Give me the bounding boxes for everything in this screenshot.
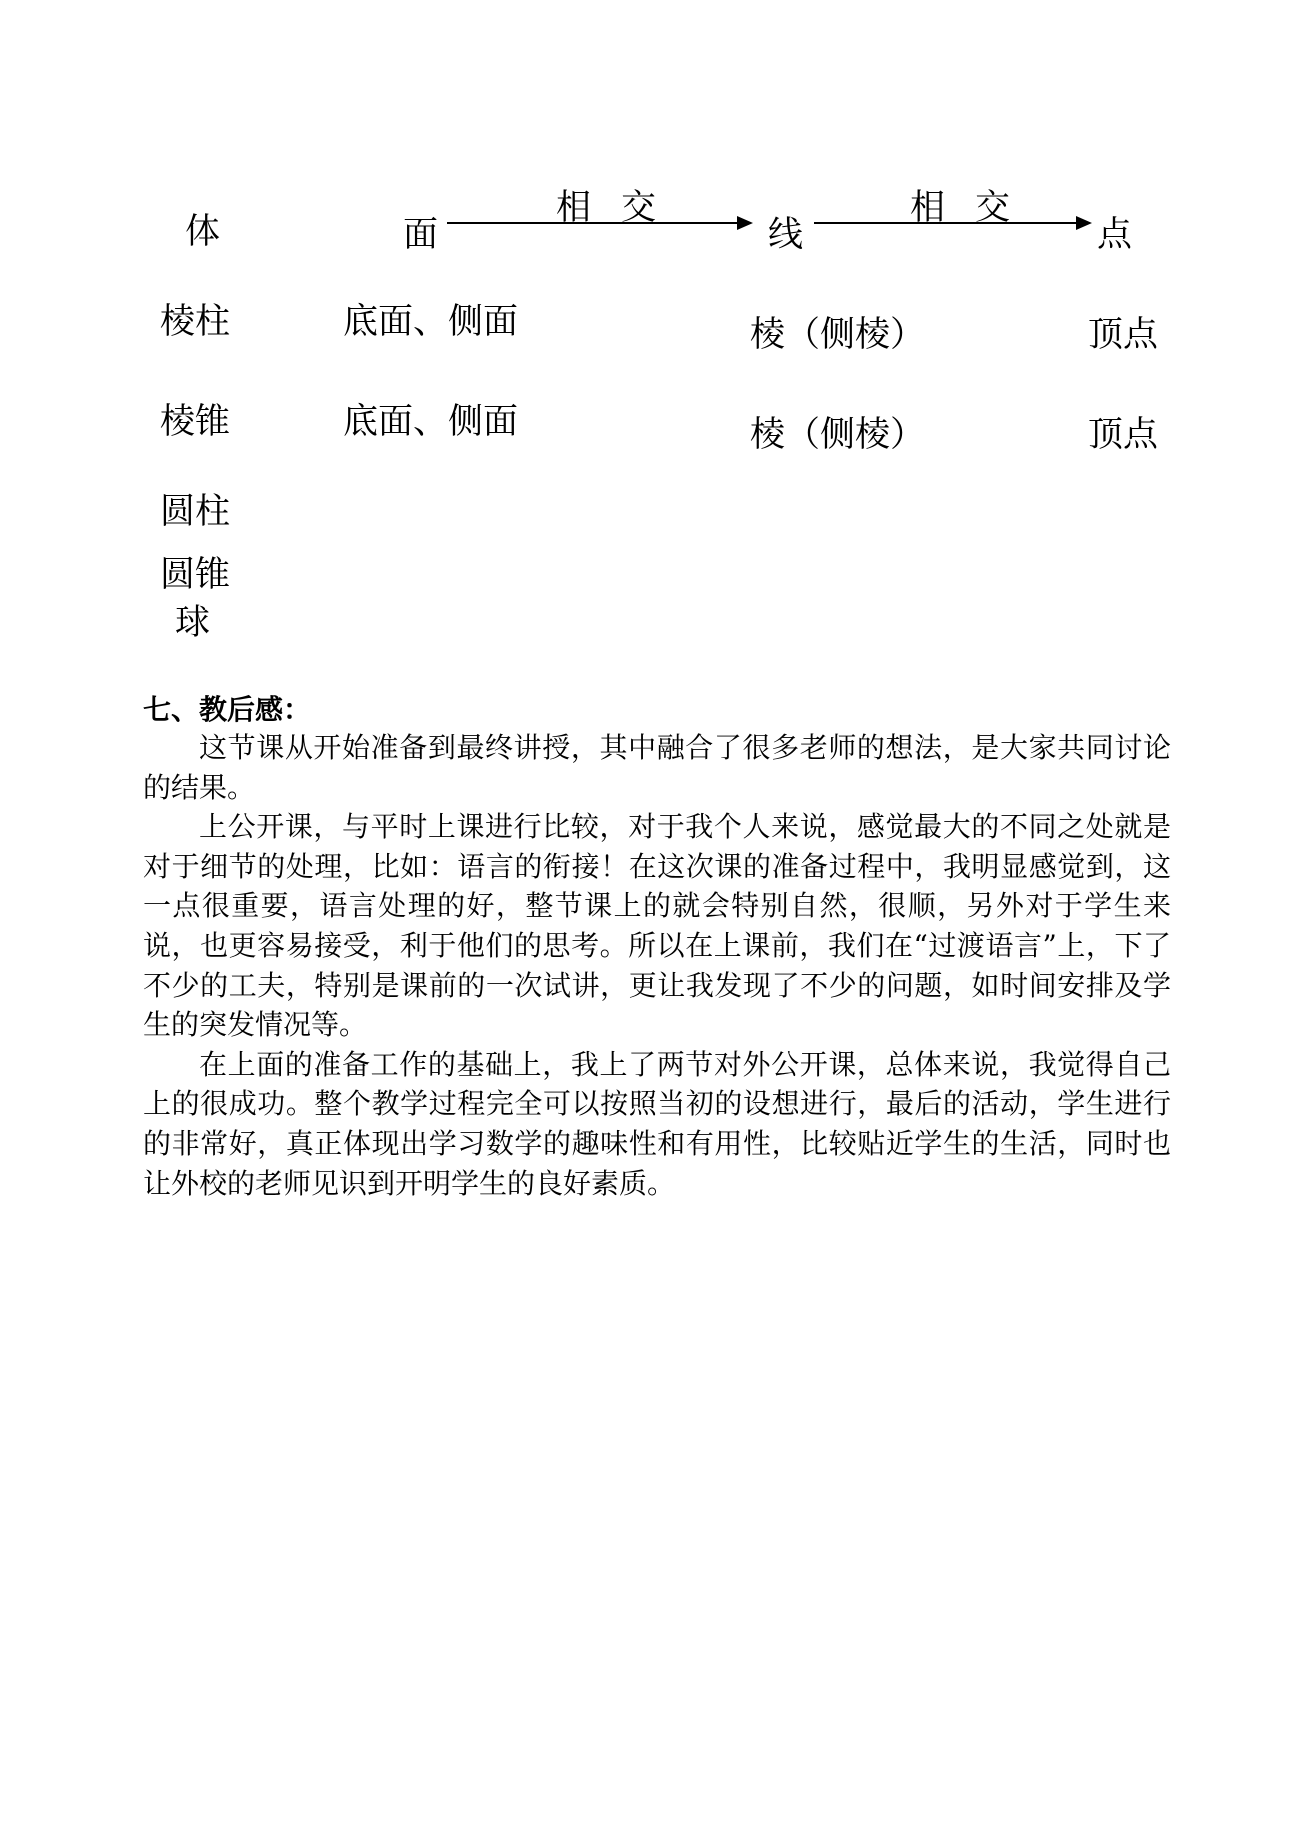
paragraph: 这节课从开始准备到最终讲授，其中融合了很多老师的想法，是大家共同讨论的结果。 [143,731,1171,804]
row-edges: 棱（侧棱） [750,415,926,455]
paragraph: 在上面的准备工作的基础上，我上了两节对外公开课，总体来说，我觉得自己上的很成功。整个教学过程完全可以按照当初的设想进行，最后的活动，学生进行的非常好，真正体现出学习数学的趣味性和有用性，比较贴近学生的生活，同时也让外校的老师见识到开明学生的良好素质。 [143,1047,1171,1200]
row-edges: 棱（侧棱） [750,315,926,355]
header-ti: 体 [185,212,221,252]
row-faces: 底面、侧面 [343,402,519,442]
header-mian: 面 [403,215,439,255]
arrow2-right-icon [814,213,1104,233]
header-dian: 点 [1097,215,1133,255]
paragraph: 上公开课，与平时上课进行比较，对于我个人来说，感觉最大的不同之处就是对于细节的处理，比如：语言的衔接！在这次课的准备过程中，我明显感觉到，这一点很重要，语言处理的好，整节课上的就会特别自然，很顺，另外对于学生来说，也更容易接受，利于他们的思考。所以在上课前，我们在“过渡语言”上，下了不少的工夫，特别是课前的一次试讲，更让我发现了不少的问题，如时间安排及学生的突发情况等。 [143,810,1171,1042]
section-title: 七、教后感： [143,693,312,726]
arrow2-label: 相交 [910,188,1041,228]
row-points: 顶点 [1088,315,1159,355]
section-body [143,728,1171,1203]
row-solid: 圆柱 [160,492,231,532]
row-solid: 棱锥 [160,402,231,442]
row-solid: 球 [175,603,211,643]
header-xian: 线 [768,215,804,255]
row-solid: 棱柱 [160,302,231,342]
arrow1-right-icon [447,213,757,233]
arrow1-label: 相交 [556,188,687,228]
row-solid: 圆锥 [160,555,231,595]
row-points: 顶点 [1088,415,1159,455]
row-faces: 底面、侧面 [343,302,519,342]
